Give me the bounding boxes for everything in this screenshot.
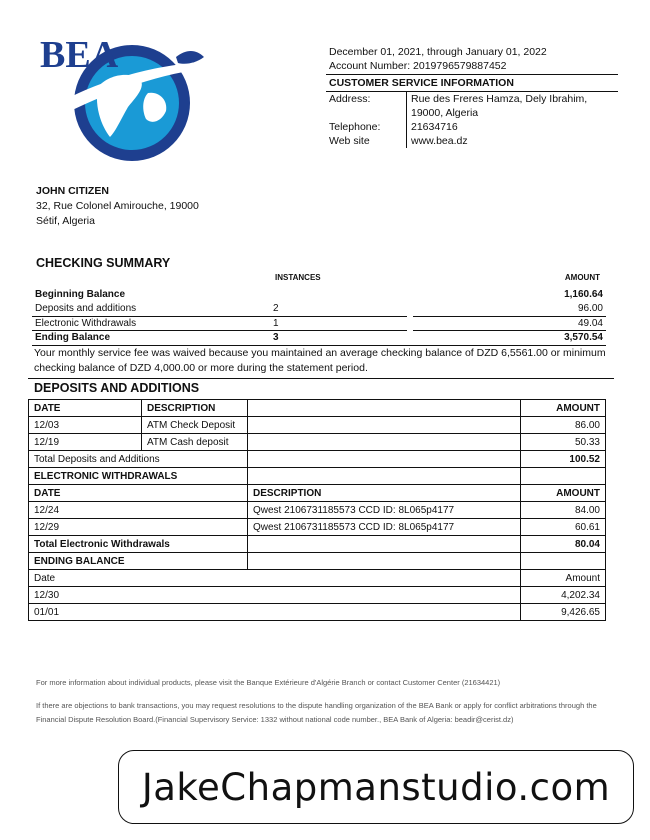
col-date: DATE [29,485,248,502]
deposit-date: 12/03 [29,417,142,434]
withdrawal-amount: 60.61 [521,519,606,536]
summary-row [32,287,606,302]
ending-balance-title: ENDING BALANCE [29,553,248,570]
statement-header [326,45,618,148]
ending-date: 12/30 [29,587,521,604]
checking-summary-title: CHECKING SUMMARY [36,256,171,270]
table-row [29,587,606,604]
instances-header: INSTANCES [275,273,321,282]
withdrawals-header-row [29,485,606,502]
transactions-table [28,399,606,621]
col-description: DESCRIPTION [142,400,248,417]
telephone-row [326,120,618,134]
logo-text: BEA [40,35,119,76]
bank-logo [36,35,211,165]
withdrawals-total-row [29,536,606,553]
website-label: Web site [329,135,370,147]
deposits-total-row [29,451,606,468]
footer-dispute-info: If there are objections to bank transactions, you may request resolutions to the dispute handling organization of the BEA Bank or apply for conflict arbitrations through the Financial Dispute Resolution Board.(Financial Supervisory Service: 1332 without national code number., BEA Bank of Algeria: beadir@cerist.dz) [36,701,597,724]
deposit-description: ATM Check Deposit [142,417,248,434]
watermark: JakeChapmanstudio.com [118,750,634,824]
summary-instances: 3 [270,331,407,346]
summary-amount: 3,570.54 [413,331,606,346]
summary-instances: 2 [270,302,407,317]
ending-amount: 9,426.65 [521,604,606,621]
withdrawals-title: ELECTRONIC WITHDRAWALS [29,468,248,485]
summary-amount: 1,160.64 [564,288,603,300]
bank-address-line1: Rue des Freres Hamza, Dely Ibrahim, [411,93,588,105]
withdrawal-date: 12/24 [29,502,248,519]
deposits-total: 100.52 [521,451,606,468]
withdrawals-title-row [29,468,606,485]
deposit-date: 12/19 [29,434,142,451]
summary-label: Electronic Withdrawals [32,316,270,331]
withdrawal-date: 12/29 [29,519,248,536]
summary-instances: 1 [270,316,407,331]
deposit-amount: 86.00 [521,417,606,434]
website-row [326,134,618,148]
customer-address-line2: Sétif, Algeria [36,215,95,227]
col-description: DESCRIPTION [248,485,521,502]
table-row [29,417,606,434]
deposit-description: ATM Cash deposit [142,434,248,451]
customer-address-line1: 32, Rue Colonel Amirouche, 19000 [36,200,199,212]
bea-globe-icon [36,35,211,165]
summary-row [32,302,606,317]
withdrawal-description: Qwest 2106731185573 CCD ID: 8L065p4177 [248,502,521,519]
summary-instances [270,287,407,302]
ending-title-row [29,553,606,570]
address-label: Address: [329,93,371,105]
deposits-title: DEPOSITS AND ADDITIONS [34,381,200,395]
customer-service-title: CUSTOMER SERVICE INFORMATION [326,74,618,92]
bank-address-line2: 19000, Algeria [411,107,479,119]
website-value: www.bea.dz [406,134,618,148]
summary-amount: 49.04 [413,316,606,331]
summary-label: Ending Balance [32,331,270,346]
ending-amount: 4,202.34 [521,587,606,604]
customer-name: JOHN CITIZEN [36,185,109,197]
col-amount: AMOUNT [521,485,606,502]
service-fee-note: Your monthly service fee was waived because you maintained an average checking balance of DZD 6,5561.00 or minimum checking balance of DZD 4,000.00 or more during the statement period. [34,347,606,374]
withdrawals-total-label: Total Electronic Withdrawals [29,536,248,553]
deposits-header-row [29,400,606,417]
amount-header: AMOUNT [564,273,600,282]
summary-row [32,316,606,331]
summary-amount: 96.00 [413,302,606,317]
summary-label: Deposits and additions [32,302,270,317]
deposit-amount: 50.33 [521,434,606,451]
account-number: Account Number: 2019796579887452 [329,60,507,72]
statement-period: December 01, 2021, through January 01, 2022 [329,46,547,58]
table-row [29,434,606,451]
footer-info: For more information about individual products, please visit the Banque Extérieure d'Algérie Branch or contact Customer Center (21634421) [36,678,501,687]
telephone-label: Telephone: [329,121,381,133]
col-date: DATE [29,400,142,417]
col-amount: Amount [521,570,606,587]
col-date: Date [29,570,521,587]
col-amount: AMOUNT [521,400,606,417]
withdrawals-total: 80.04 [521,536,606,553]
table-row [29,502,606,519]
address-row [326,92,618,120]
divider [28,378,614,379]
table-row [29,519,606,536]
summary-label: Beginning Balance [35,288,126,300]
withdrawal-description: Qwest 2106731185573 CCD ID: 8L065p4177 [248,519,521,536]
deposits-total-label: Total Deposits and Additions [29,451,248,468]
summary-row [32,331,606,346]
customer-address [36,184,199,229]
checking-summary-table [32,287,606,346]
ending-date: 01/01 [29,604,521,621]
ending-header-row [29,570,606,587]
telephone-value: 21634716 [406,120,618,134]
withdrawal-amount: 84.00 [521,502,606,519]
table-row [29,604,606,621]
